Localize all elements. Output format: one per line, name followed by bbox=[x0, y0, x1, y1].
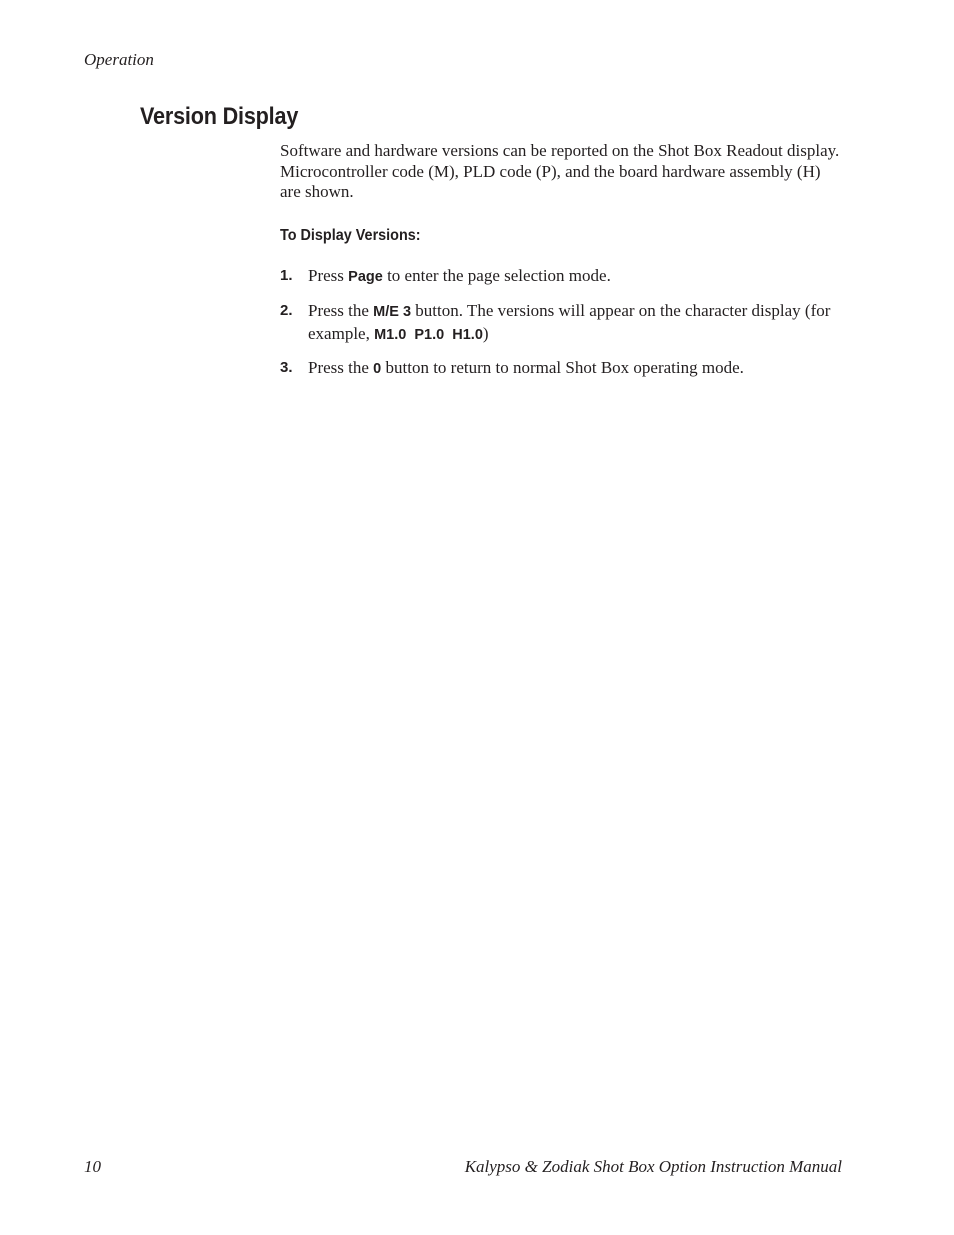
version-example: M1.0 P1.0 H1.0 bbox=[374, 327, 483, 343]
step-text-after: ) bbox=[482, 324, 489, 343]
step-text-after: to enter the page selection mode. bbox=[382, 266, 611, 285]
intro-paragraph: Software and hardware versions can be reported on the Shot Box Readout display. Microcontroller code (M), PLD code (P), and the board hardware assembly (H) are shown. bbox=[280, 141, 840, 201]
page-number: 10 bbox=[84, 1157, 101, 1176]
procedure-step-2 bbox=[280, 300, 845, 346]
step-number: 1. bbox=[280, 267, 293, 284]
step-text-before: Press bbox=[308, 266, 349, 285]
step-text bbox=[308, 300, 845, 346]
step-text-middle: button. The versions will appear on the character display (for example, bbox=[308, 301, 831, 343]
section-title: Version Display bbox=[140, 103, 299, 130]
procedure-title: To Display Versions: bbox=[280, 227, 421, 244]
step-number: 2. bbox=[280, 302, 293, 319]
step-text-before: Press the bbox=[308, 301, 374, 320]
manual-title: Kalypso & Zodiak Shot Box Option Instruction Manual bbox=[464, 1157, 842, 1176]
step-text bbox=[308, 265, 845, 288]
running-head: Operation bbox=[84, 50, 154, 69]
key-name-me3: M/E 3 bbox=[373, 304, 412, 320]
step-text bbox=[308, 357, 845, 380]
key-name-page: Page bbox=[348, 269, 383, 285]
step-text-before: Press the bbox=[308, 358, 374, 377]
procedure-step-3 bbox=[280, 357, 845, 380]
step-number: 3. bbox=[280, 359, 293, 376]
procedure-step-1 bbox=[280, 265, 845, 288]
step-text-after: button to return to normal Shot Box operating mode. bbox=[381, 358, 744, 377]
key-name-zero: 0 bbox=[373, 361, 382, 377]
